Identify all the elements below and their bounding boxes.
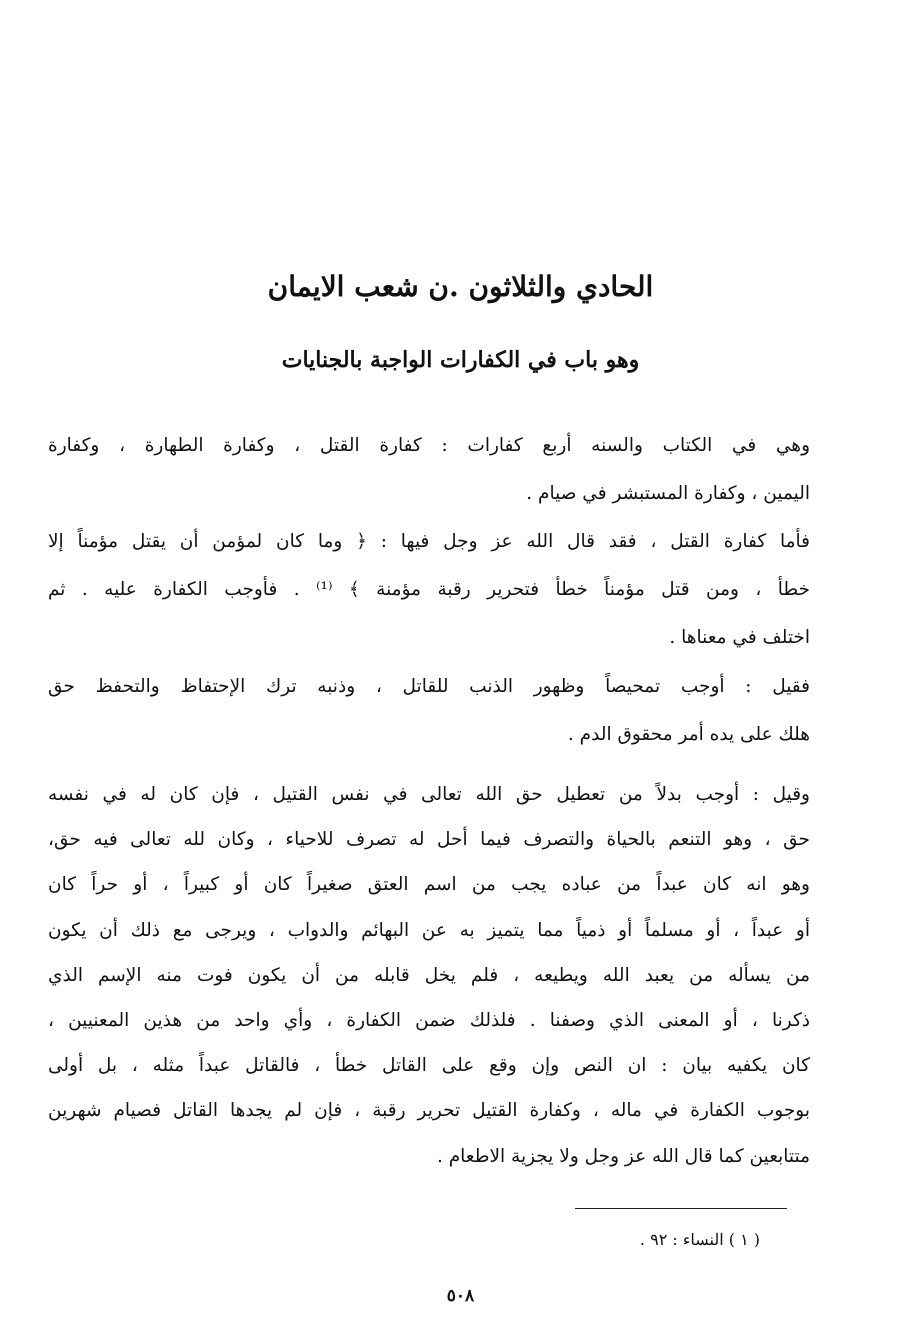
footnote: ( ١ ) النساء : ٩٢ . (639, 1230, 760, 1249)
text-line: بوجوب الكفارة في ماله ، وكفارة القتيل تحرير رقبة ، فإن لم يجدها القاتل فصيام شهرين (48, 1100, 810, 1122)
paragraph-1 (48, 422, 810, 518)
text-line: هلك على يده أمر محقوق الدم . (567, 724, 810, 745)
text-line: متتابعين كما قال الله عز وجل ولا يجزية الاطعام . (436, 1145, 810, 1167)
footnote-divider (575, 1208, 787, 1209)
chapter-subtitle: وهو باب في الكفارات الواجبة بالجنايات (281, 347, 640, 373)
text-line: ذكرنا ، أو المعنى الذي وصفنا . فلذلك ضمن الكفارة ، وأي واحد من هذين المعنيين ، (48, 1009, 810, 1031)
text-line: وهو انه كان عبداً من عباده يجب من اسم العتق صغيراً كان أو كبيراً ، أو حراً كان (48, 874, 810, 896)
paragraph-4 (48, 772, 810, 1179)
text-line: اختلف في معناها . (669, 627, 810, 648)
chapter-title: الحادي والثلاثون .ن شعب الايمان (267, 270, 654, 303)
text-line: خطأ ، ومن قتل مؤمناً خطأ فتحرير رقبة مؤمنة ﴾ ⁽¹⁾ . فأوجب الكفارة عليه . ثم (48, 579, 810, 600)
paragraph-3 (48, 663, 810, 759)
text-line: وقيل : أوجب بدلاً من تعطيل حق الله تعالى في نفس القتيل ، فإن كان له في نفسه (48, 784, 810, 805)
text-line: فقيل : أوجب تمحيصاً وظهور الذنب للقاتل ، وذنبه ترك الإحتفاظ والتحفظ حق (48, 676, 810, 697)
text-line: من يسأله من يعبد الله ويطيعه ، فلم يخل قابله من أن يكون فوت منه الإسم الذي (48, 964, 810, 986)
text-line: فأما كفارة القتل ، فقد قال الله عز وجل فيها : ﴿ وما كان لمؤمن أن يقتل مؤمناً إلا (48, 531, 810, 552)
text-line: أو عبداً ، أو مسلماً أو ذمياً مما يتميز به عن البهائم والدواب ، ويرجى مع ذلك أن يكون (48, 919, 810, 941)
page-number: ٥٠٨ (446, 1286, 475, 1306)
text-line: اليمين ، وكفارة المستبشر في صيام . (526, 483, 810, 504)
text-line: وهي في الكتاب والسنه أربع كفارات : كفارة القتل ، وكفارة الطهارة ، وكفارة (48, 435, 810, 456)
text-line: حق ، وهو التنعم بالحياة والتصرف فيما أحل له تصرف للاحياء ، وكان لله تعالى فيه حق، (48, 829, 810, 851)
text-line: كان يكفيه بيان : ان النص وإن وقع على القاتل خطأ ، فالقاتل عبداً مثله ، بل أولى (48, 1055, 810, 1077)
paragraph-2 (48, 518, 810, 662)
